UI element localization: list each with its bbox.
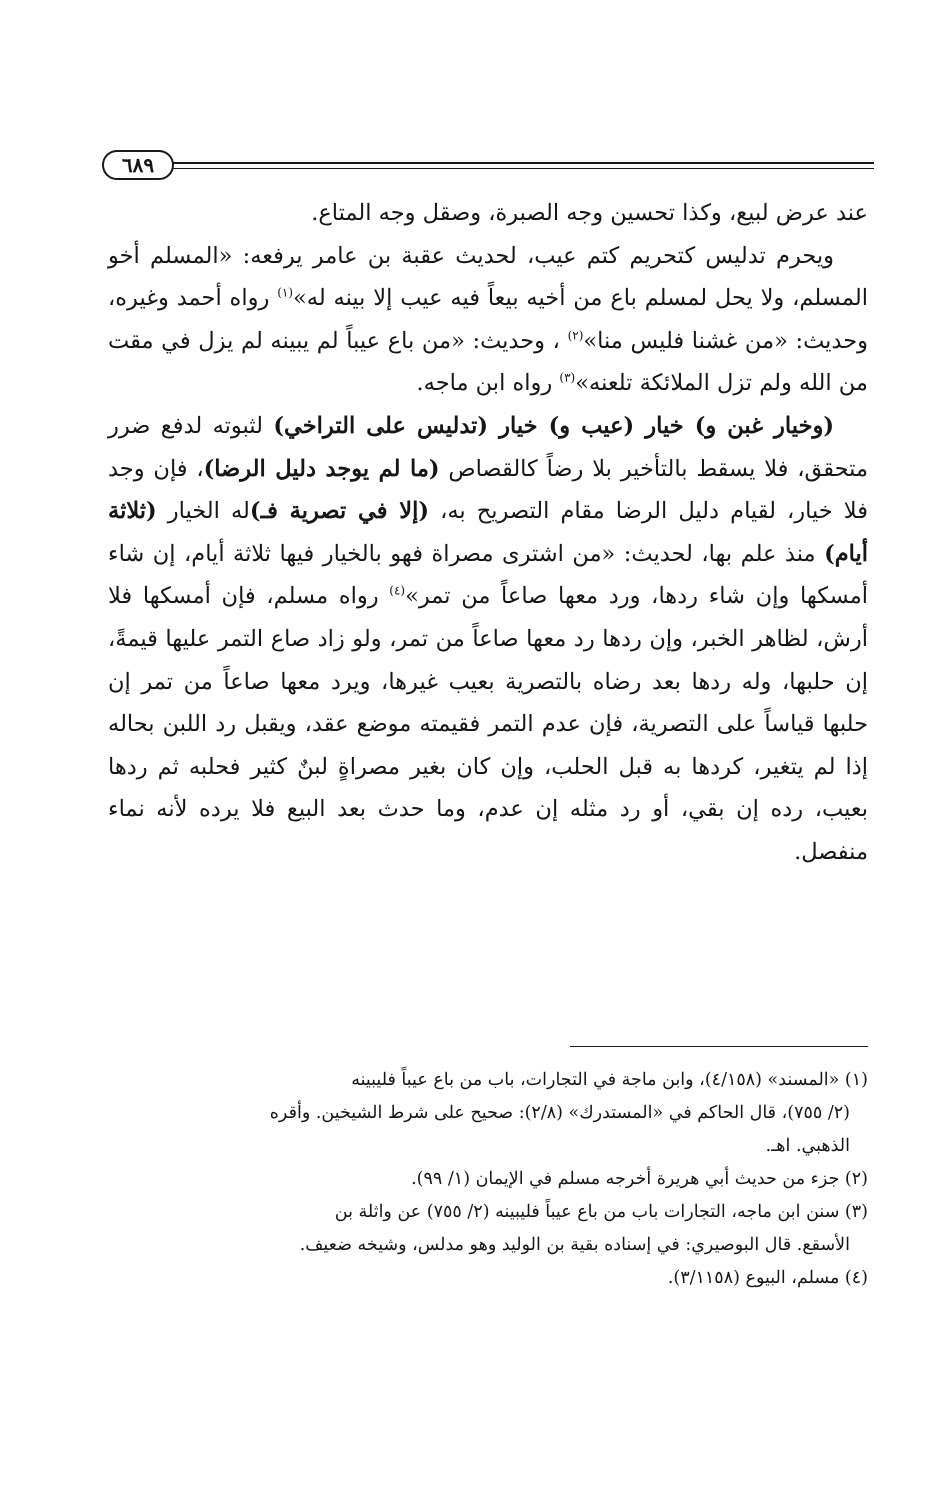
page-header (102, 148, 874, 188)
footnote-marker: (٣) (559, 370, 576, 385)
page-number: ٦٨٩ (102, 150, 174, 180)
paragraph: عند عرض لبيع، وكذا تحسين وجه الصبرة، وصقل وجه المتاع. (311, 200, 868, 226)
footnote-continuation: (٢/ ٧٥٥)، قال الحاكم في «المستدرك» (٢/٨): صحيح على شرط الشيخين. وأقره (269, 1103, 850, 1123)
main-text (108, 192, 868, 874)
header-rule (172, 162, 874, 164)
paragraph: (وخيار غبن و) خيار (عيب و) خيار (تدليس على التراخي) لثبوته لدفع ضرر متحقق، فلا يسقط بالتأخير بلا رضاً كالقصاص (ما لم يوجد دليل الرضا)، فإن وجد فلا خيار، لقيام دليل الرضا مقام التصريح به، (إلا في تصرية فـ)له الخيار (ثلاثة أيام) منذ علم بها، لحديث: «من اشترى مصراة فهو بالخيار فيها ثلاثة أيام، إن شاء أمسكها وإن شاء ردها، ورد معها صاعاً من تمر»$^{(٤)}$ رواه مسلم، فإن أمسكها فلا أرش، لظاهر الخبر، وإن ردها رد معها صاعاً من تمر، ولو زاد صاع التمر عليها قيمةً، إن حلبها، وله ردها بعد رضاه بالتصرية بعيب غيرها، ويرد معها صاعاً من تمر إن حلبها قياساً على التصرية، فإن عدم التمر فقيمته موضع عقد، ويقبل رد اللبن بحاله إذا لم يتغير، كردها به قبل الحلب، وإن كان بغير مصراةٍ لبنٌ كثير فحلبه ثم ردها بعيب، رده إن بقي، أو رد مثله إن عدم، وما حدث بعد البيع فلا يرده لأنه نماء منفصل. (108, 412, 869, 865)
footnotes (108, 1064, 868, 1295)
footnote: (٤) مسلم، البيوع (٣/١١٥٨). (667, 1268, 868, 1288)
footnote-continuation: الأسقع. قال البوصيري: في إسناده بقية بن الوليد وهو مدلس، وشيخه ضعيف. (299, 1235, 850, 1255)
footnote-separator (570, 1046, 868, 1047)
footnote: (١) «المسند» (٤/١٥٨)، وابن ماجة في التجارات، باب من باع عيباً فليبينه (351, 1070, 868, 1090)
footnote-marker: (٤) (389, 583, 406, 598)
paragraph: ويحرم تدليس كتحريم كتم عيب، لحديث عقبة بن عامر يرفعه: «المسلم أخو المسلم، ولا يحل لمسلم باع من أخيه بيعاً فيه عيب إلا بينه له»$^{(١)}$ رواه أحمد وغيره، وحديث: «من غشنا فليس منا»$^{(٢)}$ ، وحديث: «من باع عيباً لم يبينه لم يزل في مقت من الله ولم تزل الملائكة تلعنه»$^{(٣)}$ رواه ابن ماجه. (108, 242, 869, 397)
footnote: (٢) جزء من حديث أبي هريرة أخرجه مسلم في الإيمان (١/ ٩٩). (411, 1169, 868, 1189)
footnote-marker: (١) (277, 285, 294, 300)
footnote-continuation: الذهبي. اهـ. (765, 1136, 850, 1156)
footnote-marker: (٢) (567, 328, 584, 343)
footnote: (٣) سنن ابن ماجه، التجارات باب من باع عيباً فليبينه (٢/ ٧٥٥) عن واثلة بن (334, 1202, 868, 1222)
header-rule-thin (172, 168, 874, 169)
